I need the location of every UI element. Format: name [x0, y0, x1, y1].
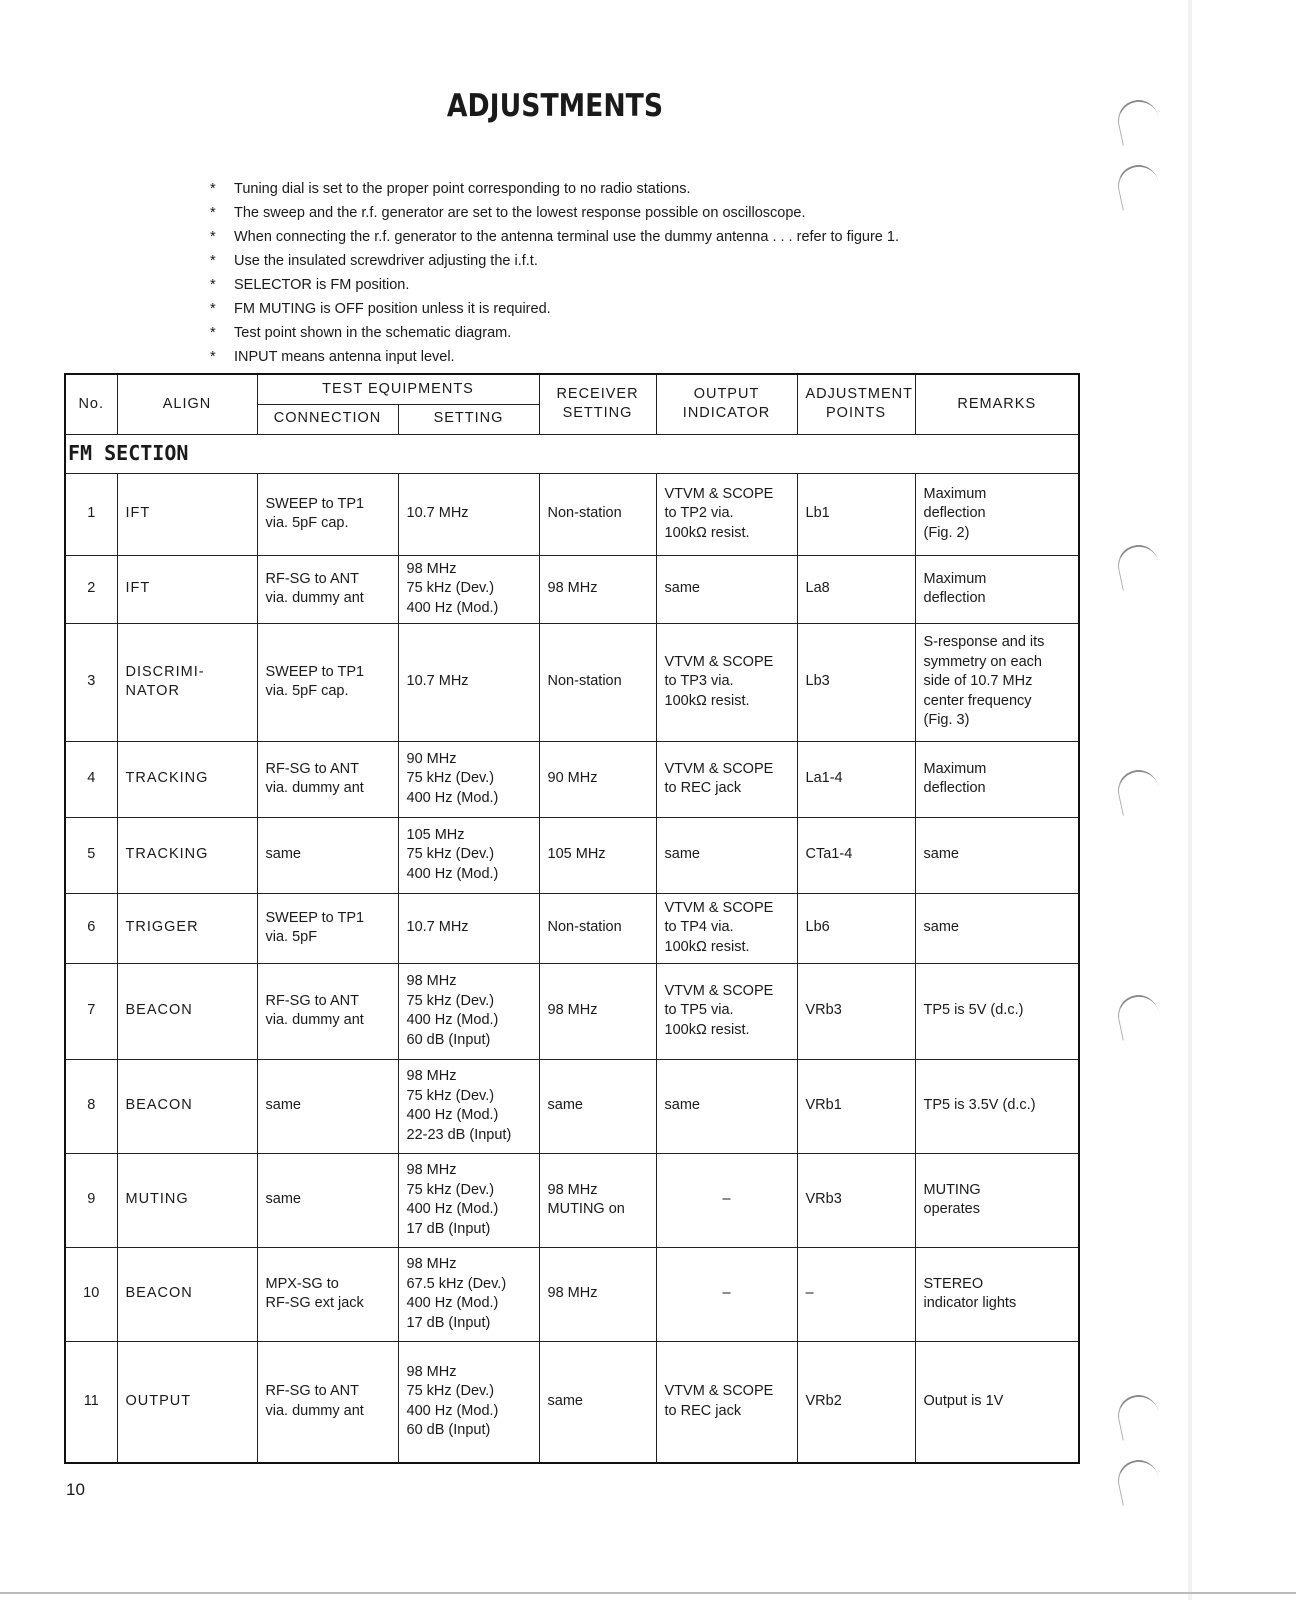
row-number: 3 — [65, 623, 117, 741]
page-margin-edge — [1188, 0, 1192, 1600]
connection-cell: SWEEP to TP1 via. 5pF cap. — [257, 473, 398, 555]
align-cell: TRIGGER — [117, 893, 257, 963]
output-indicator-cell: – — [656, 1247, 797, 1341]
header-test-equipments: TEST EQUIPMENTS — [257, 374, 539, 404]
asterisk-marker: * — [210, 301, 216, 317]
asterisk-marker: * — [210, 277, 216, 293]
note-item: * The sweep and the r.f. generator are set to the lowest response possible on oscilloscope. — [210, 205, 806, 221]
adjustment-point-cell: VRb3 — [797, 1153, 915, 1247]
setting-cell: 90 MHz 75 kHz (Dev.) 400 Hz (Mod.) — [398, 741, 539, 817]
note-item: * INPUT means antenna input level. — [210, 349, 455, 365]
setting-cell: 98 MHz 75 kHz (Dev.) 400 Hz (Mod.) 60 dB (Input) — [398, 1341, 539, 1463]
receiver-setting-cell: Non-station — [539, 473, 656, 555]
asterisk-marker: * — [210, 325, 216, 341]
adjustment-point-cell: La1-4 — [797, 741, 915, 817]
receiver-setting-cell: same — [539, 1059, 656, 1153]
page-title: ADJUSTMENTS — [446, 88, 664, 124]
table-row — [65, 1247, 1079, 1341]
receiver-setting-cell: Non-station — [539, 623, 656, 741]
binder-ring-mark — [1114, 96, 1163, 146]
adjustment-point-cell: La8 — [797, 555, 915, 623]
binder-ring-mark — [1114, 1391, 1163, 1441]
receiver-setting-cell: 98 MHz — [539, 963, 656, 1059]
output-indicator-cell: same — [656, 555, 797, 623]
header-receiver-setting: RECEIVER SETTING — [539, 374, 656, 434]
page-number: 10 — [66, 1480, 85, 1499]
table-row — [65, 817, 1079, 893]
header-align: ALIGN — [117, 374, 257, 434]
binder-ring-mark — [1114, 766, 1163, 816]
remarks-cell: same — [915, 893, 1079, 963]
remarks-cell: Maximum deflection (Fig. 2) — [915, 473, 1079, 555]
align-cell: MUTING — [117, 1153, 257, 1247]
header-output-indicator: OUTPUT INDICATOR — [656, 374, 797, 434]
output-indicator-cell: same — [656, 817, 797, 893]
section-title: FM SECTION — [65, 434, 1079, 473]
connection-cell: SWEEP to TP1 via. 5pF cap. — [257, 623, 398, 741]
setting-cell: 105 MHz 75 kHz (Dev.) 400 Hz (Mod.) — [398, 817, 539, 893]
table-row — [65, 473, 1079, 555]
output-indicator-cell: same — [656, 1059, 797, 1153]
adjustment-point-cell: CTa1-4 — [797, 817, 915, 893]
row-number: 5 — [65, 817, 117, 893]
asterisk-marker: * — [210, 229, 216, 245]
connection-cell: MPX-SG to RF-SG ext jack — [257, 1247, 398, 1341]
table-row — [65, 623, 1079, 741]
remarks-cell: Maximum deflection — [915, 555, 1079, 623]
output-indicator-cell: VTVM & SCOPE to TP4 via. 100kΩ resist. — [656, 893, 797, 963]
connection-cell: SWEEP to TP1 via. 5pF — [257, 893, 398, 963]
receiver-setting-cell: 90 MHz — [539, 741, 656, 817]
table-row — [65, 555, 1079, 623]
remarks-cell: same — [915, 817, 1079, 893]
note-item: * Use the insulated screwdriver adjusting the i.f.t. — [210, 253, 538, 269]
adjustment-point-cell: Lb3 — [797, 623, 915, 741]
remarks-cell: MUTING operates — [915, 1153, 1079, 1247]
output-indicator-cell: VTVM & SCOPE to TP3 via. 100kΩ resist. — [656, 623, 797, 741]
notes-list — [210, 180, 899, 372]
row-number: 8 — [65, 1059, 117, 1153]
setting-cell: 98 MHz 75 kHz (Dev.) 400 Hz (Mod.) 60 dB (Input) — [398, 963, 539, 1059]
setting-cell: 10.7 MHz — [398, 893, 539, 963]
remarks-cell: Output is 1V — [915, 1341, 1079, 1463]
note-item: * Tuning dial is set to the proper point corresponding to no radio stations. — [210, 181, 691, 197]
receiver-setting-cell: 105 MHz — [539, 817, 656, 893]
connection-cell: same — [257, 1059, 398, 1153]
asterisk-marker: * — [210, 253, 216, 269]
setting-cell: 98 MHz 67.5 kHz (Dev.) 400 Hz (Mod.) 17 dB (Input) — [398, 1247, 539, 1341]
table-row — [65, 1153, 1079, 1247]
note-item: * Test point shown in the schematic diagram. — [210, 325, 512, 341]
header-no: No. — [65, 374, 117, 434]
align-cell: DISCRIMI- NATOR — [117, 623, 257, 741]
note-item: * SELECTOR is FM position. — [210, 277, 410, 293]
table-row — [65, 1341, 1079, 1463]
align-cell: TRACKING — [117, 817, 257, 893]
table-row — [65, 1059, 1079, 1153]
header-setting: SETTING — [398, 404, 539, 434]
adjustment-point-cell: – — [797, 1247, 915, 1341]
note-item: * When connecting the r.f. generator to the antenna terminal use the dummy antenna . . . refer to figure 1. — [210, 229, 899, 245]
remarks-cell: TP5 is 5V (d.c.) — [915, 963, 1079, 1059]
receiver-setting-cell: Non-station — [539, 893, 656, 963]
output-indicator-cell: – — [656, 1153, 797, 1247]
remarks-cell: STEREO indicator lights — [915, 1247, 1079, 1341]
output-indicator-cell: VTVM & SCOPE to REC jack — [656, 1341, 797, 1463]
adjustment-point-cell: VRb2 — [797, 1341, 915, 1463]
asterisk-marker: * — [210, 205, 216, 221]
connection-cell: same — [257, 817, 398, 893]
table-row — [65, 893, 1079, 963]
align-cell: IFT — [117, 473, 257, 555]
row-number: 7 — [65, 963, 117, 1059]
output-indicator-cell: VTVM & SCOPE to TP2 via. 100kΩ resist. — [656, 473, 797, 555]
asterisk-marker: * — [210, 349, 216, 365]
connection-cell: RF-SG to ANT via. dummy ant — [257, 963, 398, 1059]
receiver-setting-cell: same — [539, 1341, 656, 1463]
adjustment-point-cell: Lb1 — [797, 473, 915, 555]
output-indicator-cell: VTVM & SCOPE to REC jack — [656, 741, 797, 817]
output-indicator-cell: VTVM & SCOPE to TP5 via. 100kΩ resist. — [656, 963, 797, 1059]
connection-cell: RF-SG to ANT via. dummy ant — [257, 555, 398, 623]
binder-ring-mark — [1114, 541, 1163, 591]
setting-cell: 98 MHz 75 kHz (Dev.) 400 Hz (Mod.) 17 dB (Input) — [398, 1153, 539, 1247]
receiver-setting-cell: 98 MHz — [539, 1247, 656, 1341]
row-number: 2 — [65, 555, 117, 623]
align-cell: TRACKING — [117, 741, 257, 817]
adjustments-table — [64, 373, 1080, 1464]
remarks-cell: TP5 is 3.5V (d.c.) — [915, 1059, 1079, 1153]
align-cell: OUTPUT — [117, 1341, 257, 1463]
receiver-setting-cell: 98 MHz MUTING on — [539, 1153, 656, 1247]
connection-cell: same — [257, 1153, 398, 1247]
align-cell: BEACON — [117, 963, 257, 1059]
table-row — [65, 741, 1079, 817]
note-item: * FM MUTING is OFF position unless it is required. — [210, 301, 551, 317]
setting-cell: 10.7 MHz — [398, 473, 539, 555]
row-number: 6 — [65, 893, 117, 963]
align-cell: IFT — [117, 555, 257, 623]
header-remarks: REMARKS — [915, 374, 1079, 434]
receiver-setting-cell: 98 MHz — [539, 555, 656, 623]
setting-cell: 98 MHz 75 kHz (Dev.) 400 Hz (Mod.) 22-23 dB (Input) — [398, 1059, 539, 1153]
header-connection: CONNECTION — [257, 404, 398, 434]
remarks-cell: S-response and its symmetry on each side of 10.7 MHz center frequency (Fig. 3) — [915, 623, 1079, 741]
setting-cell: 98 MHz 75 kHz (Dev.) 400 Hz (Mod.) — [398, 555, 539, 623]
connection-cell: RF-SG to ANT via. dummy ant — [257, 741, 398, 817]
row-number: 10 — [65, 1247, 117, 1341]
row-number: 4 — [65, 741, 117, 817]
binder-ring-mark — [1114, 991, 1163, 1041]
remarks-cell: Maximum deflection — [915, 741, 1079, 817]
header-adjustment-points: ADJUSTMENT POINTS — [797, 374, 915, 434]
row-number: 9 — [65, 1153, 117, 1247]
row-number: 1 — [65, 473, 117, 555]
adjustment-point-cell: VRb3 — [797, 963, 915, 1059]
setting-cell: 10.7 MHz — [398, 623, 539, 741]
section-row — [65, 434, 1079, 473]
row-number: 11 — [65, 1341, 117, 1463]
align-cell: BEACON — [117, 1247, 257, 1341]
table-row — [65, 963, 1079, 1059]
binder-ring-mark — [1114, 161, 1163, 211]
adjustment-point-cell: Lb6 — [797, 893, 915, 963]
align-cell: BEACON — [117, 1059, 257, 1153]
asterisk-marker: * — [210, 181, 216, 197]
binder-ring-mark — [1114, 1456, 1163, 1506]
connection-cell: RF-SG to ANT via. dummy ant — [257, 1341, 398, 1463]
page-bottom-edge — [0, 1592, 1296, 1594]
adjustment-point-cell: VRb1 — [797, 1059, 915, 1153]
